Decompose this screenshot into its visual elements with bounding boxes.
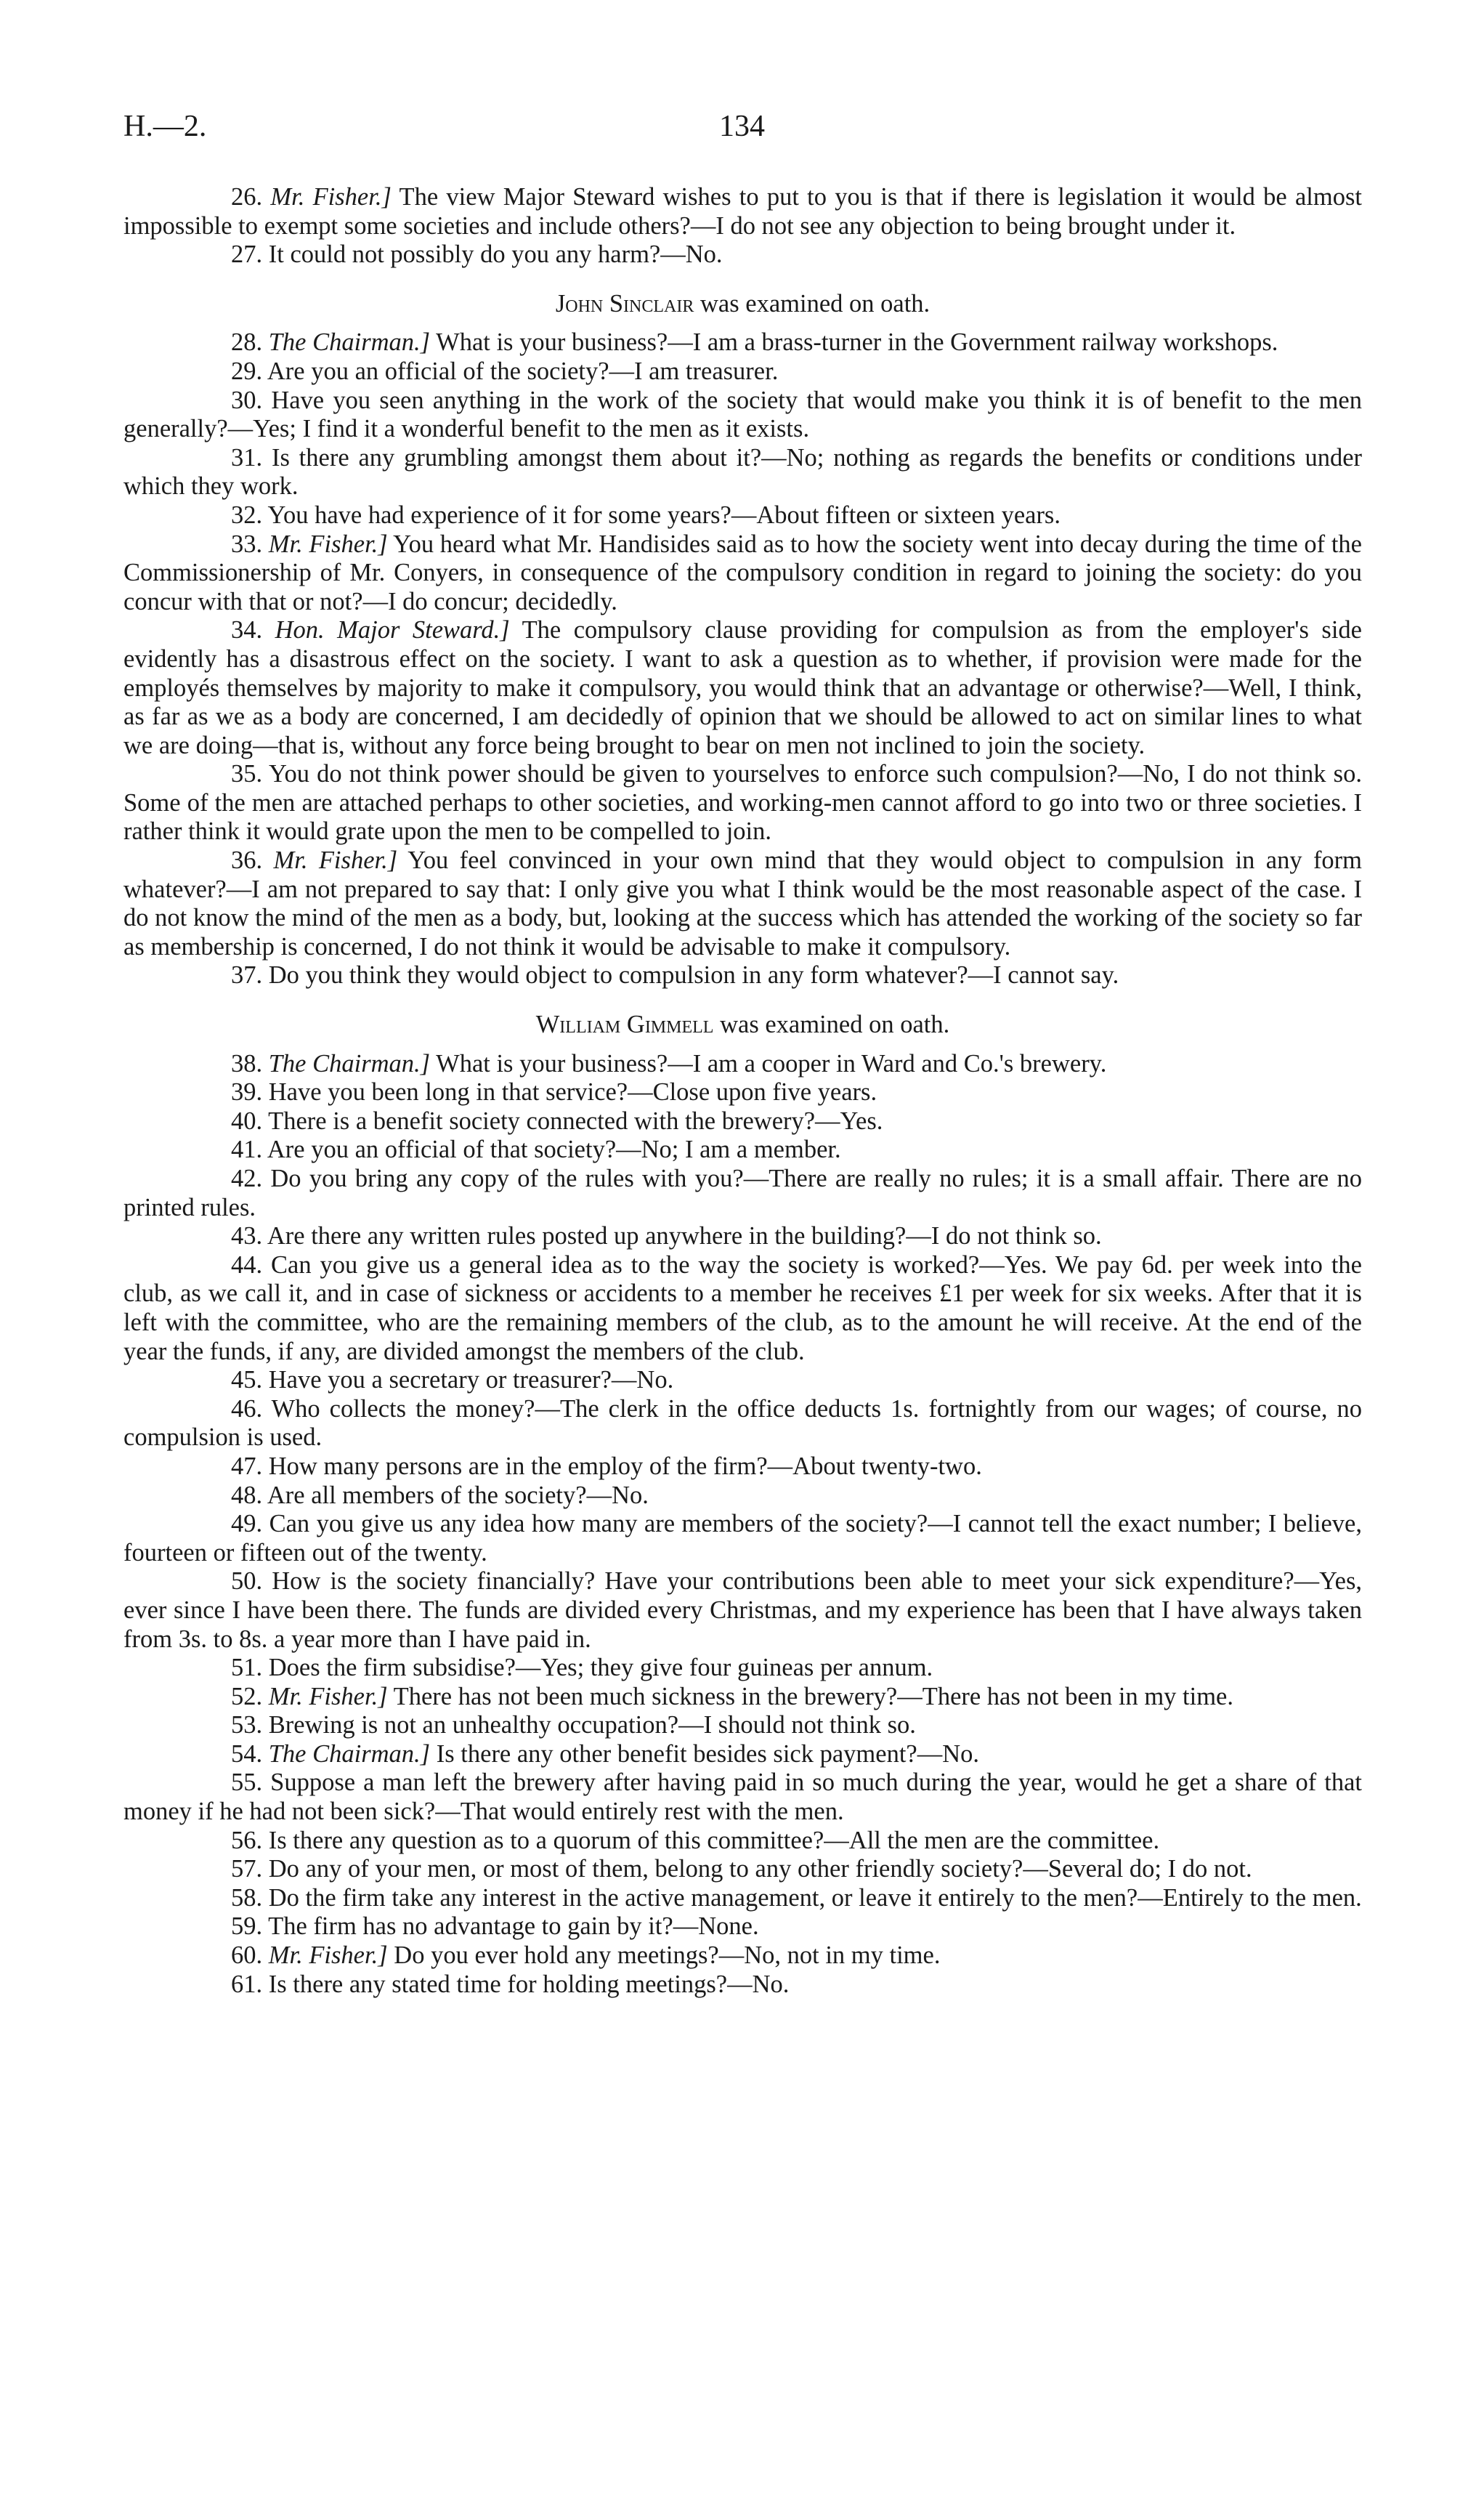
- question-paragraph: [123, 1912, 1362, 1941]
- paragraph-group-b: [123, 328, 1362, 990]
- question-paragraph: [123, 1366, 1362, 1395]
- question-text: You do not think power should be given to yourselves to enforce such compulsion?—No, I do not think so. Some of the men are attached perhaps to other societies, and working-men cannot afford to go into two or three societies. I rather think it would grate upon the men to be compelled to join.: [123, 760, 1362, 846]
- question-paragraph: [123, 1510, 1362, 1567]
- question-text: Do you bring any copy of the rules with you?—There are really no rules; it is a small affair. There are no printed rules.: [123, 1165, 1363, 1221]
- question-paragraph: [123, 1855, 1362, 1884]
- question-text: What is your business?—I am a cooper in Ward and Co.'s brewery.: [430, 1049, 1107, 1078]
- question-text: Have you been long in that service?—Close upon five years.: [268, 1078, 877, 1107]
- question-number: 52.: [231, 1682, 263, 1710]
- question-text: Suppose a man left the brewery after having paid in so much during the year, would he get a share of that money if he had not been sick?—That would entirely rest with the men.: [123, 1769, 1362, 1826]
- speaker: Mr. Fisher.]: [273, 846, 398, 875]
- question-text: You have had experience of it for some years?—About fifteen or sixteen years.: [267, 501, 1061, 529]
- question-paragraph: [123, 1136, 1362, 1165]
- question-text: Are there any written rules posted up anywhere in the building?—I do not think so.: [267, 1222, 1102, 1250]
- question-paragraph: [123, 1654, 1362, 1683]
- speaker: Hon. Major Steward.]: [275, 616, 510, 644]
- question-text: Are you an official of that society?—No; I am a member.: [267, 1136, 841, 1164]
- question-text: Are all members of the society?—No.: [267, 1481, 649, 1509]
- question-text: Have you seen anything in the work of the society that would make you think it is of benefit to the men generally?—Yes; I find it a wonderful benefit to the men as it exists.: [123, 386, 1362, 443]
- witness-heading-text: was examined on oath.: [713, 1011, 950, 1039]
- question-number: 45.: [231, 1366, 263, 1394]
- question-paragraph: [123, 1711, 1362, 1740]
- question-paragraph: [123, 1740, 1362, 1769]
- question-text: How many persons are in the employ of the firm?—About twenty-two.: [268, 1452, 982, 1480]
- page-number: 134: [719, 110, 765, 143]
- speaker: Mr. Fisher.]: [270, 183, 392, 211]
- question-number: 50.: [231, 1567, 263, 1596]
- paragraph-group-c: [123, 1050, 1362, 2000]
- question-text: Are you an official of the society?—I am treasurer.: [267, 357, 779, 385]
- question-number: 49.: [231, 1510, 263, 1538]
- question-text: The compulsory clause providing for compulsion as from the employer's side evidently has a disastrous effect on the society. I want to ask a question as to whether, if provision were made for the employés themselves by majority to make it compulsory, you would think that an advantage or otherwise?—Well, I think, as far as we as a body are concerned, I am decidedly of opinion that we should be allowed to act on similar lines to what we are doing—that is, without any force being brought to bear on men not inclined to join the society.: [123, 616, 1362, 759]
- question-paragraph: [123, 357, 1362, 387]
- witness-name: John Sinclair: [555, 289, 694, 318]
- question-text: The firm has no advantage to gain by it?—None.: [268, 1912, 759, 1941]
- question-number: 48.: [231, 1481, 263, 1509]
- question-number: 56.: [231, 1826, 263, 1854]
- question-number: 32.: [231, 501, 263, 529]
- question-number: 60.: [231, 1941, 263, 1970]
- question-text: Brewing is not an unhealthy occupation?—I should not think so.: [268, 1711, 916, 1739]
- question-number: 43.: [231, 1222, 263, 1250]
- document-reference: H.—2.: [123, 110, 207, 143]
- question-number: 58.: [231, 1883, 263, 1912]
- document-body: [123, 183, 1362, 1999]
- question-paragraph: [123, 183, 1362, 241]
- witness-heading-sinclair: [123, 290, 1362, 319]
- question-text: There is a benefit society connected with the brewery?—Yes.: [268, 1107, 883, 1135]
- witness-heading-text: was examined on oath.: [694, 289, 930, 318]
- witness-heading-gimmell: [123, 1011, 1362, 1040]
- question-text: You heard what Mr. Handisides said as to how the society went into decay during the time of the Commissionership of Mr. Conyers, in consequence of the compulsory condition in regard to joining the society: do you concur with that or not?—I do concur; decidedly.: [123, 530, 1362, 615]
- question-paragraph: [123, 760, 1362, 846]
- question-number: 28.: [231, 328, 263, 357]
- question-number: 61.: [231, 1970, 263, 1998]
- question-text: Can you give us a general idea as to the way the society is worked?—Yes. We pay 6d. per week into the club, as we call it, and in case of sickness or accidents to a member he receives £1 per week for six weeks. After that it is left with the committee, who are the remaining members of the club, as to the amount he will receive. At the end of the year the funds, if any, are divided amongst the members of the club.: [123, 1250, 1362, 1365]
- speaker: The Chairman.]: [268, 1049, 431, 1078]
- question-number: 29.: [231, 357, 263, 385]
- question-text: Who collects the money?—The clerk in the office deducts 1s. fortnightly from our wages; of course, no compulsion is used.: [123, 1394, 1362, 1452]
- question-number: 59.: [231, 1912, 263, 1941]
- question-paragraph: [123, 1078, 1362, 1107]
- question-number: 26.: [231, 183, 263, 211]
- question-text: There has not been much sickness in the brewery?—There has not been in my time.: [387, 1682, 1233, 1710]
- question-number: 34.: [231, 616, 263, 644]
- question-paragraph: [123, 241, 1362, 270]
- speaker: Mr. Fisher.]: [268, 530, 388, 558]
- question-paragraph: [123, 1827, 1362, 1856]
- question-number: 51.: [231, 1654, 263, 1682]
- question-number: 35.: [231, 760, 263, 788]
- question-paragraph: [123, 1482, 1362, 1511]
- question-text: Do you ever hold any meetings?—No, not in my time.: [387, 1941, 941, 1970]
- question-number: 54.: [231, 1739, 263, 1768]
- question-text: The view Major Steward wishes to put to you is that if there is legislation it would be almost impossible to exempt some societies and include others?—I do not see any objection to being brought under it.: [123, 183, 1362, 240]
- question-number: 37.: [231, 961, 263, 990]
- question-number: 47.: [231, 1452, 263, 1480]
- speaker: The Chairman.]: [268, 1739, 431, 1768]
- question-text: Can you give us any idea how many are members of the society?—I cannot tell the exact number; I believe, fourteen or fifteen out of the twenty.: [123, 1510, 1362, 1567]
- question-paragraph: [123, 1395, 1362, 1452]
- question-paragraph: [123, 846, 1362, 961]
- question-paragraph: [123, 616, 1362, 760]
- question-text: How is the society financially? Have your contributions been able to meet your sick expenditure?—Yes, ever since I have been there. The funds are divided every Christmas, and my experience has been that I have always taken from 3s. to 8s. a year more than I have paid in.: [123, 1567, 1363, 1653]
- question-paragraph: [123, 1050, 1362, 1079]
- speaker: Mr. Fisher.]: [268, 1682, 388, 1710]
- question-paragraph: [123, 1683, 1362, 1712]
- question-number: 30.: [231, 386, 263, 414]
- question-number: 33.: [231, 530, 263, 558]
- question-paragraph: [123, 387, 1362, 444]
- speaker: Mr. Fisher.]: [268, 1941, 388, 1970]
- question-text: It could not possibly do you any harm?—No.: [268, 241, 723, 269]
- question-number: 57.: [231, 1855, 263, 1883]
- question-paragraph: [123, 1884, 1362, 1913]
- question-text: Do the firm take any interest in the active management, or leave it entirely to the men?—Entirely to the men.: [268, 1883, 1362, 1912]
- question-number: 42.: [231, 1165, 263, 1192]
- question-paragraph: [123, 1567, 1362, 1654]
- question-text: Do any of your men, or most of them, belong to any other friendly society?—Several do; I do not.: [268, 1855, 1252, 1883]
- question-text: Is there any other benefit besides sick payment?—No.: [430, 1739, 980, 1768]
- question-paragraph: [123, 1941, 1362, 1971]
- question-number: 38.: [231, 1049, 263, 1078]
- question-paragraph: [123, 1165, 1362, 1222]
- question-text: You feel convinced in your own mind that they would object to compulsion in any form whatever?—I am not prepared to say that: I only give you what I think would be the most reasonable aspect of the case. I do not know the mind of the men as a body, but, looking at the success which has attended the working of the society so far as membership is concerned, I do not think it would be advisable to make it compulsory.: [123, 846, 1363, 961]
- question-text: Is there any question as to a quorum of this committee?—All the men are the committee.: [268, 1826, 1160, 1854]
- question-text: Does the firm subsidise?—Yes; they give four guineas per annum.: [268, 1654, 933, 1682]
- question-text: Is there any stated time for holding meetings?—No.: [268, 1970, 790, 1998]
- question-number: 27.: [231, 241, 263, 269]
- question-text: What is your business?—I am a brass-turner in the Government railway workshops.: [430, 328, 1278, 357]
- question-number: 55.: [231, 1769, 263, 1797]
- question-number: 41.: [231, 1136, 263, 1164]
- question-paragraph: [123, 501, 1362, 530]
- question-number: 40.: [231, 1107, 263, 1135]
- question-paragraph: [123, 444, 1362, 501]
- speaker: The Chairman.]: [268, 328, 431, 357]
- question-text: Have you a secretary or treasurer?—No.: [268, 1366, 674, 1394]
- question-number: 44.: [231, 1250, 263, 1279]
- question-paragraph: [123, 1452, 1362, 1482]
- question-paragraph: [123, 1251, 1362, 1366]
- page-header: [123, 109, 1361, 153]
- question-number: 39.: [231, 1078, 263, 1107]
- question-text: Do you think they would object to compulsion in any form whatever?—I cannot say.: [268, 961, 1119, 990]
- question-paragraph: [123, 328, 1362, 357]
- question-paragraph: [123, 530, 1362, 617]
- question-number: 46.: [231, 1394, 263, 1423]
- question-number: 31.: [231, 443, 263, 472]
- question-paragraph: [123, 1971, 1362, 2000]
- question-text: Is there any grumbling amongst them about it?—No; nothing as regards the benefits or conditions under which they work.: [123, 443, 1363, 501]
- question-paragraph: [123, 1769, 1362, 1826]
- question-paragraph: [123, 961, 1362, 990]
- paragraph-group-a: [123, 183, 1362, 270]
- question-number: 53.: [231, 1711, 263, 1739]
- question-paragraph: [123, 1222, 1362, 1251]
- witness-name: William Gimmell: [535, 1011, 714, 1039]
- question-paragraph: [123, 1107, 1362, 1136]
- question-number: 36.: [231, 846, 263, 875]
